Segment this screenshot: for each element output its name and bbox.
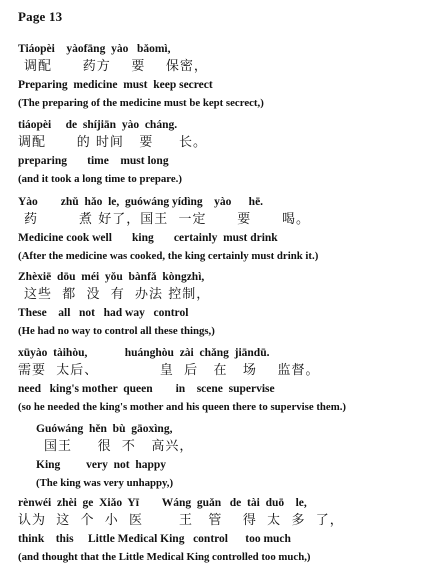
- gloss-line: Medicine cook well king certainly must drink: [18, 232, 278, 244]
- translation-line: (After the medicine was cooked, the king certainly must drink it.): [18, 250, 319, 262]
- pinyin-line: tiáopèi de shíjiān yào cháng.: [18, 119, 178, 131]
- gloss-line: These all not had way control: [18, 307, 189, 319]
- stanza-5: [18, 344, 346, 416]
- gloss-line: preparing time must long: [18, 155, 169, 167]
- gloss-line: think this Little Medical King control too much: [18, 533, 291, 545]
- stanza-1: [18, 40, 264, 112]
- translation-line: (so he needed the king's mother and his queen there to supervise them.): [18, 401, 347, 413]
- hanzi-line: 药 煮 好了，国王 一定 要 喝。: [24, 212, 311, 227]
- pinyin-line: Guówáng hěn bù gāoxìng,: [36, 423, 173, 435]
- hanzi-line: 这些 都 没 有 办法 控制，: [24, 287, 211, 302]
- hanzi-line: 调配 药方 要 保密，: [24, 59, 208, 74]
- translation-line: (and it took a long time to prepare.): [18, 173, 182, 185]
- translation-line: (The king was very unhappy,): [36, 477, 174, 489]
- pinyin-line: Yào zhǔ hǎo le, guówáng yídìng yào hē.: [18, 196, 264, 208]
- pinyin-line: Tiáopèi yàofāng yào bǎomì,: [18, 43, 171, 55]
- translation-line: (The preparing of the medicine must be kept secrect,): [18, 97, 264, 109]
- hanzi-line: 国王 很 不 高兴，: [44, 439, 194, 454]
- stanza-2: [18, 116, 207, 188]
- stanza-4: [18, 268, 215, 340]
- pinyin-line: Zhèxiē dōu méi yǒu bànfǎ kòngzhì,: [18, 271, 205, 283]
- hanzi-line: 需要 太后、 皇 后 在 场 监督。: [18, 363, 320, 378]
- stanza-6: [36, 420, 193, 492]
- translation-line: (and thought that the Little Medical King controlled too much,): [18, 551, 311, 563]
- stanza-7: [18, 494, 344, 566]
- page-number: Page 13: [18, 9, 63, 24]
- hanzi-line: 认为 这 个 小 医 王 管 得 太 多 了，: [18, 513, 344, 528]
- hanzi-line: 调配 的 时间 要 长。: [18, 135, 207, 150]
- gloss-line: King very not happy: [36, 459, 167, 471]
- translation-line: (He had no way to control all these things,): [18, 325, 215, 337]
- gloss-line: need king's mother queen in scene supervise: [18, 383, 275, 395]
- stanza-3: [18, 193, 318, 265]
- pinyin-line: xūyào tàihòu, huánghòu zài chǎng jiāndū.: [18, 347, 270, 359]
- gloss-line: Preparing medicine must keep secrect: [18, 79, 213, 91]
- pinyin-line: rènwéi zhèi ge Xiǎo Yī Wáng guǎn de tài duō le,: [18, 497, 307, 509]
